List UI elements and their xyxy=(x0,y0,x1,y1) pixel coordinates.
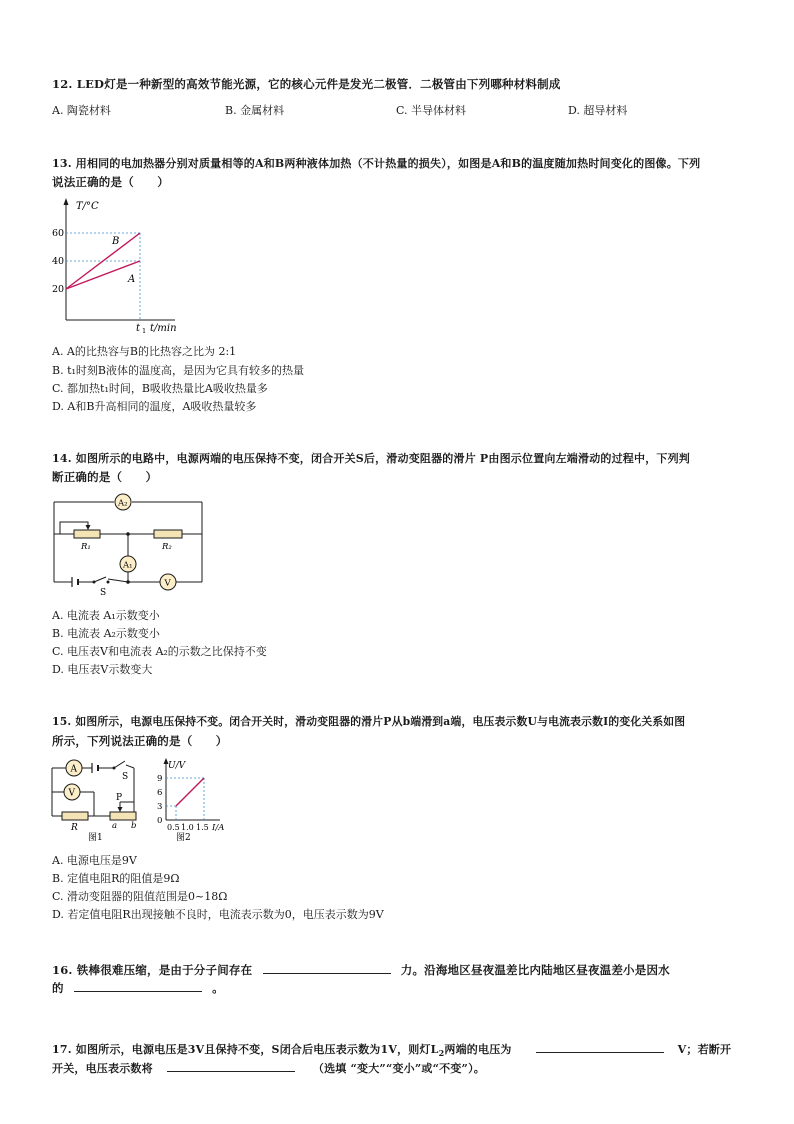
q16-line1 xyxy=(52,961,670,978)
q17-text-part5: （选填 “变大”“变小”或“不变”）。 xyxy=(312,1062,485,1075)
y-tick-0: 0 xyxy=(157,816,163,826)
q17-blank-1[interactable] xyxy=(536,1040,664,1053)
q15-uv-graph-figure2 xyxy=(152,756,232,846)
x-tick-1-5: 1.5 xyxy=(196,823,209,832)
q15-option-c: C. 滑动变阻器的阻值范围是0~18Ω xyxy=(52,890,228,903)
q12-option-b: B. 金属材料 xyxy=(225,104,285,117)
y-tick-60: 60 xyxy=(52,228,65,239)
q17-text-part2: 两端的电压为 xyxy=(444,1043,512,1056)
q14-option-d: D. 电压表V示数变大 xyxy=(52,663,153,676)
y-tick-6: 6 xyxy=(157,788,163,798)
resistor-label: R xyxy=(71,823,78,833)
q13-option-a: A. A的比热容与B的比热容之比为 2:1 xyxy=(52,345,237,358)
q16-blank-1[interactable] xyxy=(263,961,391,974)
q16-text-part3: 的 xyxy=(52,981,64,995)
voltmeter-label: V xyxy=(164,578,171,589)
curve-label-b: B xyxy=(112,236,120,247)
x-axis-label: I/A xyxy=(212,823,225,833)
q14-option-a: A. 电流表 A₁示数变小 xyxy=(52,609,160,622)
q12-option-a: A. 陶瓷材料 xyxy=(52,104,111,117)
end-b-label: b xyxy=(131,821,137,831)
q17-line1 xyxy=(52,1040,731,1058)
voltmeter-label: V xyxy=(68,788,75,799)
y-axis-label: U/V xyxy=(168,761,186,771)
q16-text-part4: 。 xyxy=(212,981,224,995)
q15-option-a: A. 电源电压是9V xyxy=(52,854,137,867)
slider-label: P xyxy=(116,793,123,803)
switch-label: S xyxy=(100,588,107,598)
q15-stem-line2: 所示，下列说法正确的是（ ） xyxy=(52,734,228,748)
slider-arrow-icon xyxy=(86,525,91,530)
figure2-caption: 图2 xyxy=(176,833,191,843)
switch-blade xyxy=(94,577,106,582)
r2-label: R₂ xyxy=(162,542,172,552)
q16-blank-2[interactable] xyxy=(74,979,202,992)
q13-temperature-graph xyxy=(50,196,190,336)
q17-line2 xyxy=(52,1059,485,1076)
q13-stem-line2: 说法正确的是（ ） xyxy=(52,175,169,189)
figure1-caption: 图1 xyxy=(88,833,103,843)
x-axis-label: t/min xyxy=(150,323,177,334)
x-tick-t-sub: 1 xyxy=(142,327,147,335)
slider-arrow-icon xyxy=(118,807,123,812)
x-tick-1-0: 1.0 xyxy=(181,823,194,832)
curve-label-a: A xyxy=(128,274,136,285)
q14-circuit-diagram xyxy=(50,488,210,598)
q15-circuit-figure1 xyxy=(48,756,156,846)
y-tick-20: 20 xyxy=(52,284,65,295)
q16-line2 xyxy=(52,979,224,996)
q12-option-d: D. 超导材料 xyxy=(568,104,628,117)
q17-text-part3: V；若断开 xyxy=(677,1043,732,1056)
q13-option-c: C. 都加热t₁时间，B吸收热量比A吸收热量多 xyxy=(52,382,268,395)
q14-stem-line1: 14. 如图所示的电路中，电源两端的电压保持不变，闭合开关S后，滑动变阻器的滑片 P由图示位置向左端滑动的过程中，下列判 xyxy=(52,452,691,465)
q14-option-c: C. 电压表V和电流表 A₂的示数之比保持不变 xyxy=(52,645,267,658)
q17-subscript: 2 xyxy=(438,1048,445,1059)
q15-stem-line1: 15. 如图所示，电源电压保持不变。闭合开关时，滑动变阻器的滑片P从b端滑到a端，电压表示数U与电流表示数I的变化关系如图 xyxy=(52,715,686,728)
q16-text-part2: 力。沿海地区昼夜温差比内陆地区昼夜温差小是因水 xyxy=(400,963,670,977)
y-tick-9: 9 xyxy=(157,774,163,784)
u-i-line xyxy=(176,778,204,806)
q15-option-b: B. 定值电阻R的阻值是9Ω xyxy=(52,872,180,885)
y-axis-arrow-icon xyxy=(64,198,69,205)
q12-stem: 12. LED灯是一种新型的高效节能光源，它的核心元件是发光二极管．二极管由下列哪种材料制成 xyxy=(52,77,561,91)
ammeter-a1-label: A₁ xyxy=(123,560,133,571)
q14-stem-line2: 断正确的是（ ） xyxy=(52,470,158,484)
y-tick-40: 40 xyxy=(52,256,65,267)
q13-stem-line1: 13. 用相同的电加热器分别对质量相等的A和B两种液体加热（不计热量的损失），如图是A和B的温度随加热时间变化的图像。下列 xyxy=(52,157,701,170)
y-axis-label: T/°C xyxy=(76,201,99,212)
switch-label: S xyxy=(122,772,129,782)
switch-blade xyxy=(114,761,125,768)
q16-text-part1: 16. 铁棒很难压缩，是由于分子间存在 xyxy=(52,963,253,977)
r1-label: R₁ xyxy=(81,542,91,552)
q17-text-part1: 17. 如图所示，电源电压是3V且保持不变，S闭合后电压表示数为1V，则灯L xyxy=(52,1043,439,1056)
y-tick-3: 3 xyxy=(157,802,163,812)
q12-option-c: C. 半导体材料 xyxy=(396,104,467,117)
q17-blank-2[interactable] xyxy=(167,1059,295,1072)
q14-option-b: B. 电流表 A₂示数变小 xyxy=(52,627,160,640)
q15-option-d: D. 若定值电阻R出现接触不良时，电流表示数为0，电压表示数为9V xyxy=(52,908,384,921)
ammeter-label: A xyxy=(70,764,77,775)
x-tick-t: t xyxy=(136,323,141,334)
ammeter-a2-label: A₂ xyxy=(118,498,128,509)
end-a-label: a xyxy=(112,821,118,831)
q17-text-part4: 开关，电压表示数将 xyxy=(52,1062,153,1075)
q13-option-d: D. A和B升高相同的温度，A吸收热量较多 xyxy=(52,400,257,413)
q13-option-b: B. t₁时刻B液体的温度高，是因为它具有较多的热量 xyxy=(52,364,304,377)
x-tick-0-5: 0.5 xyxy=(167,823,180,832)
